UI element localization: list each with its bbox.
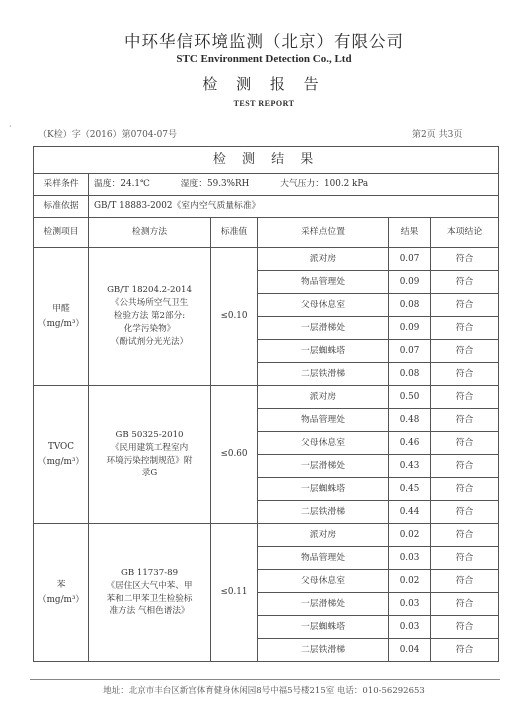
company-name-en: STC Environment Detection Co., Ltd [176, 53, 352, 65]
test-method-line: GB 11737-89 [120, 567, 179, 578]
result-value: 0.45 [389, 478, 431, 501]
result-value: 0.02 [389, 570, 431, 593]
test-method-line: 准方法 气相色谱法》 [109, 606, 190, 617]
test-item-unit: （mg/m³） [37, 456, 85, 467]
sampling-location: 物品管理处 [258, 409, 389, 432]
test-method-cell [89, 248, 211, 386]
conclusion-value: 符合 [431, 248, 499, 271]
column-header-conclusion: 本项结论 [431, 218, 499, 248]
test-item-unit: （mg/m³） [37, 594, 85, 605]
column-header-method: 检测方法 [89, 218, 211, 248]
sampling-location: 父母休息室 [258, 432, 389, 455]
sampling-location: 派对房 [258, 386, 389, 409]
footer-divider [30, 679, 500, 680]
column-header-standard: 标准值 [211, 218, 258, 248]
test-method-line: 环境污染控制规范》附 [106, 455, 193, 466]
humidity-value: 湿度：59.3%RH [180, 179, 250, 189]
conclusion-value: 符合 [431, 386, 499, 409]
test-item-name: 甲醛 [52, 304, 70, 315]
test-item-cell [34, 524, 89, 662]
test-method-line: GB 50325-2010 [115, 429, 184, 440]
margin-mark: · [9, 122, 12, 131]
sampling-location: 物品管理处 [258, 271, 389, 294]
standard-value: ≤0.60 [211, 386, 258, 524]
sampling-location: 二层铁滑梯 [258, 639, 389, 662]
report-title-cn: 检 测 报 告 [202, 75, 326, 93]
table-row [34, 386, 499, 409]
test-item-name: 苯 [56, 580, 66, 591]
result-value: 0.09 [389, 317, 431, 340]
table-title: 检 测 结 果 [34, 147, 499, 174]
sampling-location: 一层滑梯处 [258, 455, 389, 478]
sampling-location: 父母休息室 [258, 294, 389, 317]
test-item-cell [34, 386, 89, 524]
basis-label: 标准依据 [34, 196, 89, 218]
result-value: 0.43 [389, 455, 431, 478]
sampling-location: 父母休息室 [258, 570, 389, 593]
test-method-line: 《民用建筑工程室内 [110, 442, 189, 453]
result-value: 0.04 [389, 639, 431, 662]
test-method-line: 化学污染物》 [123, 323, 176, 334]
conclusion-value: 符合 [431, 593, 499, 616]
test-method-line: 《居住区大气中苯、甲 [106, 580, 193, 591]
result-table [33, 146, 499, 662]
result-value: 0.46 [389, 432, 431, 455]
test-method-line: 苯和二甲苯卫生检验标 [106, 593, 193, 604]
test-method-line: （酚试剂分光光法） [110, 336, 189, 347]
sampling-location: 二层铁滑梯 [258, 363, 389, 386]
sampling-location: 一层蜘蛛塔 [258, 616, 389, 639]
temperature-value: 温度：24.1℃ [94, 179, 150, 189]
conclusion-value: 符合 [431, 639, 499, 662]
test-method-line: GB/T 18204.2-2014 [107, 285, 192, 296]
result-value: 0.03 [389, 547, 431, 570]
result-value: 0.09 [389, 271, 431, 294]
conclusion-value: 符合 [431, 478, 499, 501]
result-value: 0.03 [389, 593, 431, 616]
conclusion-value: 符合 [431, 570, 499, 593]
sampling-location: 一层滑梯处 [258, 593, 389, 616]
result-value: 0.08 [389, 294, 431, 317]
conclusion-value: 符合 [431, 501, 499, 524]
table-row [34, 524, 499, 547]
table-row [34, 248, 499, 271]
conclusion-value: 符合 [431, 409, 499, 432]
result-value: 0.50 [389, 386, 431, 409]
sampling-location: 物品管理处 [258, 547, 389, 570]
result-value: 0.48 [389, 409, 431, 432]
conclusion-value: 符合 [431, 294, 499, 317]
standard-basis: GB/T 18883-2002《室内空气质量标准》 [89, 196, 499, 218]
column-header-location: 采样点位置 [258, 218, 389, 248]
result-value: 0.44 [389, 501, 431, 524]
result-value: 0.08 [389, 363, 431, 386]
conclusion-value: 符合 [431, 317, 499, 340]
footer-address: 地址：北京市丰台区新宫体育健身休闲园8号中福5号楼215室 电话：010-56292653 [103, 686, 425, 696]
test-method-cell [89, 524, 211, 662]
test-method-line: 录G [141, 468, 158, 479]
standard-value: ≤0.10 [211, 248, 258, 386]
sampling-location: 派对房 [258, 524, 389, 547]
sampling-location: 一层蜘蛛塔 [258, 478, 389, 501]
result-value: 0.03 [389, 616, 431, 639]
conclusion-value: 符合 [431, 616, 499, 639]
conclusion-value: 符合 [431, 432, 499, 455]
sampling-location: 一层蜘蛛塔 [258, 340, 389, 363]
result-value: 0.07 [389, 248, 431, 271]
sampling-conditions [89, 174, 499, 196]
standard-value: ≤0.11 [211, 524, 258, 662]
page-indicator: 第2页 共3页 [412, 130, 463, 140]
test-item-cell [34, 248, 89, 386]
conclusion-value: 符合 [431, 547, 499, 570]
conclusion-value: 符合 [431, 363, 499, 386]
result-value: 0.02 [389, 524, 431, 547]
conclusion-value: 符合 [431, 455, 499, 478]
test-method-line: 检验方法 第2部分: [113, 311, 186, 322]
conditions-label: 采样条件 [34, 174, 89, 196]
column-header-result: 结果 [389, 218, 431, 248]
pressure-value: 大气压力：100.2 kPa [280, 179, 369, 189]
conclusion-value: 符合 [431, 524, 499, 547]
sampling-location: 二层铁滑梯 [258, 501, 389, 524]
sampling-location: 一层滑梯处 [258, 317, 389, 340]
result-value: 0.07 [389, 340, 431, 363]
test-item-unit: （mg/m³） [37, 318, 85, 329]
report-number: （K检）字（2016）第0704-07号 [38, 130, 178, 140]
conclusion-value: 符合 [431, 271, 499, 294]
sampling-location: 派对房 [258, 248, 389, 271]
column-header-item: 检测项目 [34, 218, 89, 248]
test-item-name: TVOC [47, 442, 74, 453]
conclusion-value: 符合 [431, 340, 499, 363]
test-method-cell [89, 386, 211, 524]
company-name-cn: 中环华信环境监测（北京）有限公司 [124, 32, 404, 51]
report-title-en: TEST REPORT [233, 99, 295, 108]
test-method-line: 《公共场所空气卫生 [110, 298, 189, 309]
